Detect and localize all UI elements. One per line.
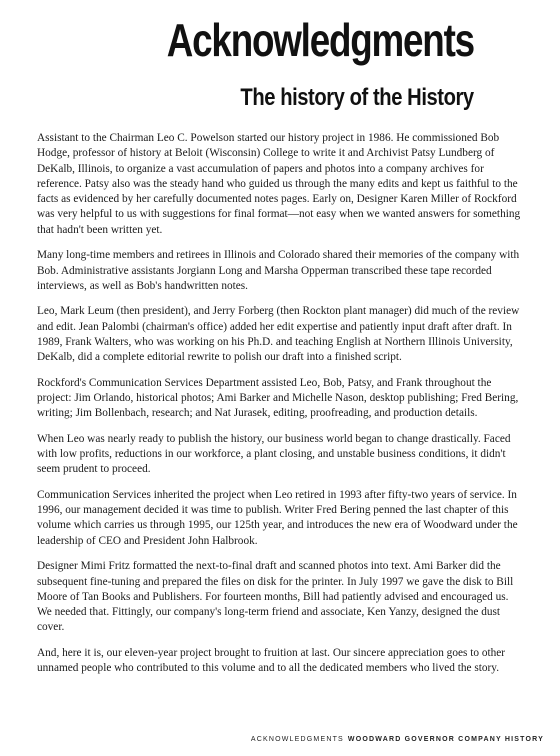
footer-book-title: WOODWARD GOVERNOR COMPANY HISTORY xyxy=(347,736,544,743)
page-subtitle: The history of the History xyxy=(240,84,474,111)
body-text xyxy=(37,131,523,687)
paragraph-design-printing: Designer Mimi Fritz formatted the next-to-final draft and scanned photos into text. Ami Barker did the subsequent fine-tuning and prepared the files on disk for the printer. In July 1997 we gave the disk to Bill Moore of Tan Books and Publishers. For fourteen months, Bill had patiently advised and encouraged us. We needed that. Fittingly, our company's long-term friend and associate, Ken Yanzy, designed the dust cover. xyxy=(37,560,514,634)
running-footer xyxy=(251,736,544,743)
footer-section-name: ACKNOWLEDGMENTS xyxy=(250,736,344,743)
paragraph-review-edit: Leo, Mark Leum (then president), and Jerry Forberg (then Rockton plant manager) did much of the review and edit. Jean Palombi (chairman's office) added her edit expertise and patiently input draft after draft. In 1989, Frank Walters, who was working on his Ph.D. and teaching English at Northern Illinois University, DeKalb, did a complete editorial rewrite to polish our draft into a finished script. xyxy=(37,305,520,364)
paragraph-communication-services: Rockford's Communication Services Department assisted Leo, Bob, Patsy, and Frank throughout the project: Jim Orlando, historical photos; Ami Barker and Michelle Nason, desktop publishing; Fred Bering, writing; Jim Bollenbach, research; and Nat Jurasek, editing, proofreading, and production details. xyxy=(37,376,519,420)
paragraph-project-origin: Assistant to the Chairman Leo C. Powelson started our history project in 1986. He commissioned Bob Hodge, professor of history at Beloit (Wisconsin) College to write it and Archivist Patsy Lundberg of DeKalb, Illinois, to organize a vast accumulation of papers and photos into a company archives for reference. Patsy also was the steady hand who guided us through the many edits and kept us faithful to the facts as evidenced by her carefully documented notes pages. Early on, Designer Karen Miller of Rockford was very helpful to us with suggestions for final format—not easy when we wanted answers for something that hadn't been written yet. xyxy=(37,132,521,236)
paragraph-memories: Many long-time members and retirees in Illinois and Colorado shared their memories of the company with Bob. Administrative assistants Jorgiann Long and Marsha Opperman transcribed these tape recorded interviews, as well as Bob's handwritten notes. xyxy=(37,249,520,292)
paragraph-inherited: Communication Services inherited the project when Leo retired in 1993 after fifty-two years of service. In 1996, our management decided it was time to publish. Writer Fred Bering penned the last chapter of this volume which carries us through 1995, our 125th year, and introduces the new era of Woodward under the leadership of CEO and President John Halbrook. xyxy=(37,488,518,547)
paragraph-closing: And, here it is, our eleven-year project brought to fruition at last. Our sincere appreciation goes to other unnamed people who contributed to this volume and to all the dedicated members who lived the story. xyxy=(37,646,506,675)
page-title: Acknowledgments xyxy=(166,14,474,66)
paragraph-business-change: When Leo was nearly ready to publish the history, our business world began to change drastically. Faced with low profits, reductions in our workforce, a plant closing, and unstable business conditions, it didn't seem prudent to proceed. xyxy=(37,432,511,476)
